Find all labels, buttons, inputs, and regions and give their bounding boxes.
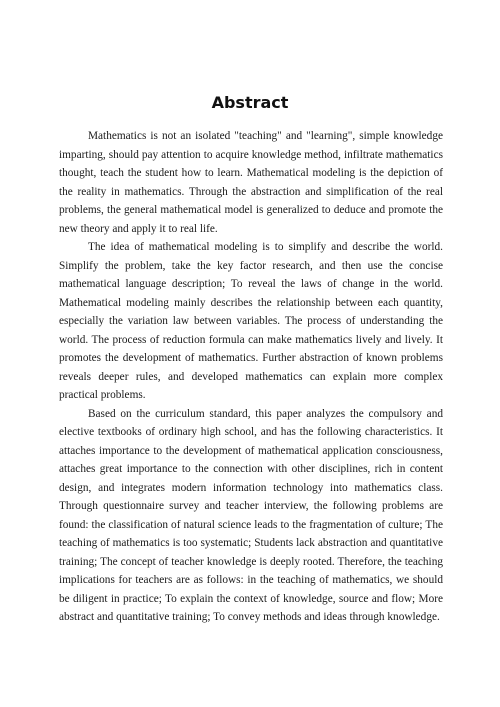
abstract-heading: Abstract [211,93,289,112]
paragraph-3: Based on the curriculum standard, this paper analyzes the compulsory and elective textbooks of ordinary high school, and has the following characteristics. It attaches importance to the development of mathematical application consciousness, attaches great importance to the connection with other disciplines, rich in content design, and integrates modern information technology into mathematics class. Through questionnaire survey and teacher interview, the following problems are found: the classification of natural science leads to the fragmentation of culture; The teaching of mathematics is too systematic; Students lack abstraction and quantitative training; The concept of teacher knowledge is deeply rooted. Therefore, the teaching implications for teachers are as follows: in the teaching of mathematics, we should be diligent in practice; To explain the context of knowledge, source and flow; More abstract and quantitative training; To convey methods and ideas through knowledge. [59,407,443,623]
abstract-body [59,127,443,627]
paragraph-2: The idea of mathematical modeling is to simplify and describe the world. Simplify the problem, take the key factor research, and then use the concise mathematical language description; To reveal the laws of change in the world. Mathematical modeling mainly describes the relationship between each quantity, especially the variation law between variables. The process of understanding the world. The process of reduction formula can make mathematics lively and lively. It promotes the development of mathematics. Further abstraction of known problems reveals deeper rules, and developed mathematics can explain more complex practical problems. [59,241,443,401]
paragraph-1: Mathematics is not an isolated "teaching" and "learning", simple knowledge imparting, should pay attention to acquire knowledge method, infiltrate mathematics thought, teach the student how to learn. Mathematical modeling is the depiction of the reality in mathematics. Through the abstraction and simplification of the real problems, the general mathematical model is generalized to deduce and promote the new theory and apply it to real life. [59,130,443,235]
